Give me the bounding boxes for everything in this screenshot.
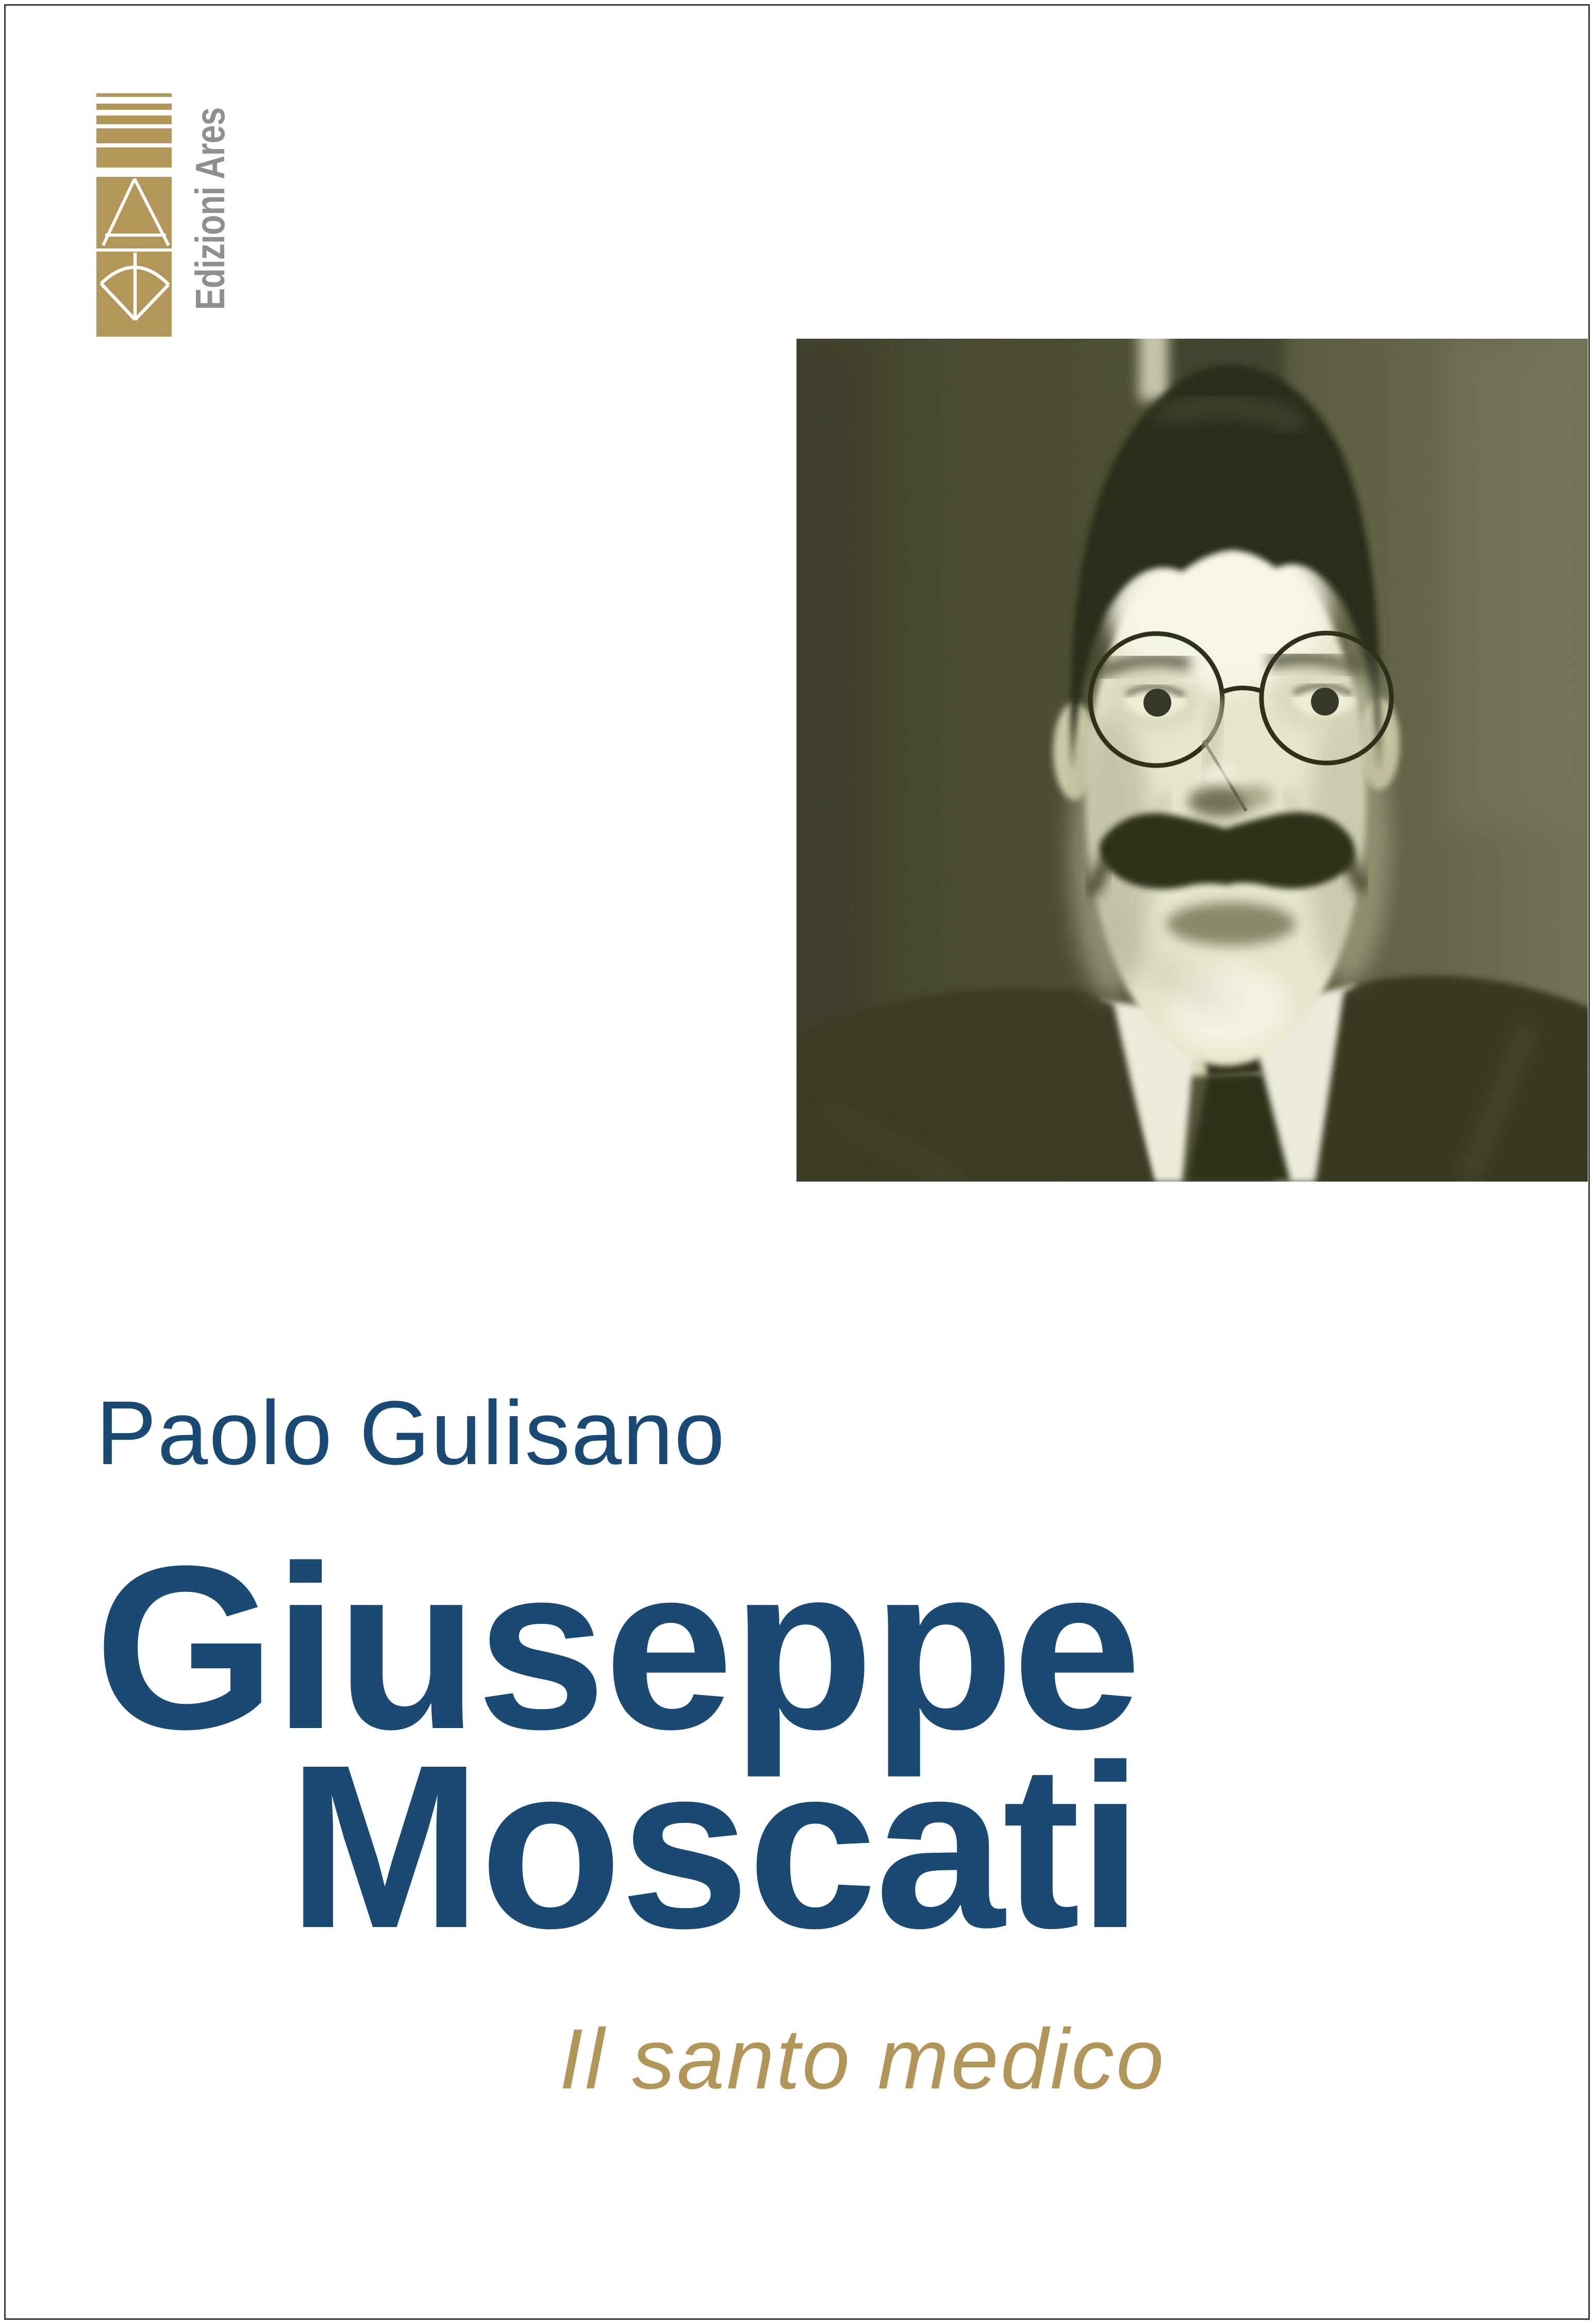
publisher-name xyxy=(189,99,232,318)
logo-triangle-a-icon xyxy=(96,177,172,248)
subtitle: Il santo medico xyxy=(559,2012,1166,2107)
logo-stripe xyxy=(96,93,172,97)
logo-stripe xyxy=(96,104,172,110)
logo-stripe xyxy=(96,128,172,143)
title-line-1: Giuseppe xyxy=(94,1517,1140,1778)
title-line-2: Moscati xyxy=(288,1716,1141,1977)
portrait-photo xyxy=(796,339,1588,1182)
logo-stripe xyxy=(96,147,172,168)
publisher-name-label: Edizioni Ares xyxy=(187,107,233,310)
author-name: Paolo Gulisano xyxy=(96,1383,726,1484)
logo-fan-icon xyxy=(96,252,172,337)
logo-stripe xyxy=(96,115,172,124)
